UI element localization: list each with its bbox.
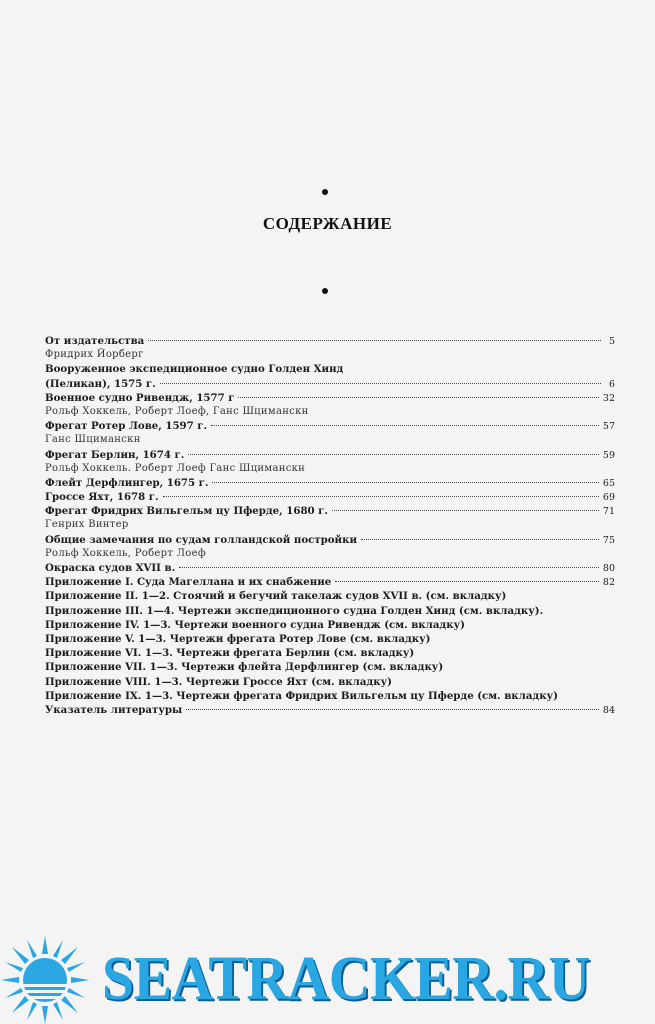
toc-entry-text: Рольф Хоккель, Роберт Лоеф, Ганс Шциманскн [45,405,309,417]
dot-leader [211,425,599,426]
toc-entry [45,476,615,490]
toc-entry-text: Фридрих Йорберг [45,349,144,361]
toc-entry-text: Окраска судов XVII в. [45,562,176,574]
dot-leader [179,567,599,568]
decorative-bullet-bottom [322,288,328,294]
toc-entry-text: (Пеликан), 1575 г. [45,377,156,390]
toc-entry [45,689,615,703]
toc-entry-text: От издательства [45,335,145,347]
toc-entry-text: Ганс Шциманскн [45,434,141,446]
toc-entry [45,660,615,674]
dot-leader [361,539,599,540]
toc-page-number: 84 [602,704,615,716]
dot-leader [148,340,601,341]
toc-entry [45,604,615,618]
dot-leader [186,709,599,710]
toc-entry-text: Приложение IV. 1—3. Чертежи военного судна Ривендж (см. вкладку) [45,618,465,631]
toc-page-number: 57 [602,421,615,433]
toc-entry-text: Рольф Хоккель, Роберт Лоеф [45,547,206,559]
toc-entry-text: Указатель литературы [45,703,183,716]
dot-leader [332,510,599,511]
toc-entry-text: Приложение III. 1—4. Чертежи экспедиционного судна Голден Хинд (см. вкладку). [45,604,544,617]
toc-entry-text: Флейт Дерфлингер, 1675 г. [45,476,209,489]
toc-entry-text: Приложение VIII. 1—3. Чертежи Гроссе Яхт (см. вкладку) [45,675,392,688]
toc-page-number: 71 [602,506,615,518]
toc-page-number: 5 [608,336,615,347]
dot-leader [238,397,598,398]
toc-entry-text: Приложение I. Суда Магеллана и их снабжение [45,576,332,589]
toc-entry [45,618,615,632]
toc-entry-text: Гроссе Яхт, 1678 г. [45,491,159,504]
toc-page-number: 80 [602,563,615,574]
toc-author-line [45,547,615,561]
dot-leader [335,581,599,582]
toc-entry [45,533,615,547]
toc-author-line [45,405,615,419]
toc-page-number: 82 [602,577,615,589]
toc-author-line [45,518,615,532]
toc-page-number: 69 [602,492,615,504]
toc-entry-text: Приложение IX. 1—3. Чертежи фрегата Фридрих Вильгельм цу Пферде (см. вкладку) [45,689,558,702]
toc-entry [45,490,615,504]
toc-entry [45,632,615,646]
toc-entry-text: Приложение II. 1—2. Стоячий и бегучий такелаж судов XVII в. (см. вкладку) [45,590,507,603]
toc-author-line [45,462,615,476]
toc-entry-text: Военное судно Ривендж, 1577 г [45,391,235,404]
toc-entry-text: Фрегат Берлин, 1674 г. [45,448,185,461]
toc-author-line [45,433,615,447]
toc-entry [45,391,615,405]
toc-page-number: 75 [602,534,615,546]
toc-entry [45,362,615,376]
toc-page-number: 32 [602,392,615,404]
toc-author-line [45,348,615,362]
toc-entry [45,589,615,603]
dot-leader [188,454,599,455]
toc-entry-text: Приложение V. 1—3. Чертежи фрегата Ротер Лове (см. вкладку) [45,632,431,645]
toc-entry [45,561,615,575]
toc-entry [45,575,615,589]
toc-entry-text: Фрегат Ротер Лове, 1597 г. [45,420,208,433]
page-title: СОДЕРЖАНИЕ [262,214,393,233]
watermark-text: SEATRACKER.RU [102,945,590,1013]
dot-leader [212,482,598,483]
toc-entry-text: Фрегат Фридрих Вильгельм цу Пферде, 1680 г. [45,505,328,518]
decorative-bullet-top [322,189,328,195]
toc-entry [45,703,615,717]
toc-page-number: 59 [602,449,615,461]
toc-entry [45,448,615,462]
toc-entry [45,334,615,348]
toc-entry [45,646,615,660]
toc-entry-text: Общие замечания по судам голландской постройки [45,533,358,546]
toc-page-number: 6 [608,378,615,390]
toc-entry-text: Рольф Хоккель. Роберт Лоеф Ганс Шциманскн [45,462,306,474]
dot-leader [160,383,601,384]
toc-entry [45,419,615,433]
table-of-contents [45,334,615,717]
toc-entry-text: Приложение VII. 1—3. Чертежи флейта Дерфлингер (см. вкладку) [45,661,444,674]
toc-entry-text: Приложение VI. 1—3. Чертежи фрегата Берлин (см. вкладку) [45,647,415,660]
toc-entry [45,675,615,689]
dot-leader [163,496,599,497]
toc-page-number: 65 [602,477,615,489]
toc-entry-text: Вооруженное экспедиционное судно Голден Хинд [45,363,344,376]
toc-entry-text: Генрих Винтер [45,519,129,531]
toc-entry [45,504,615,518]
toc-entry [45,377,615,391]
